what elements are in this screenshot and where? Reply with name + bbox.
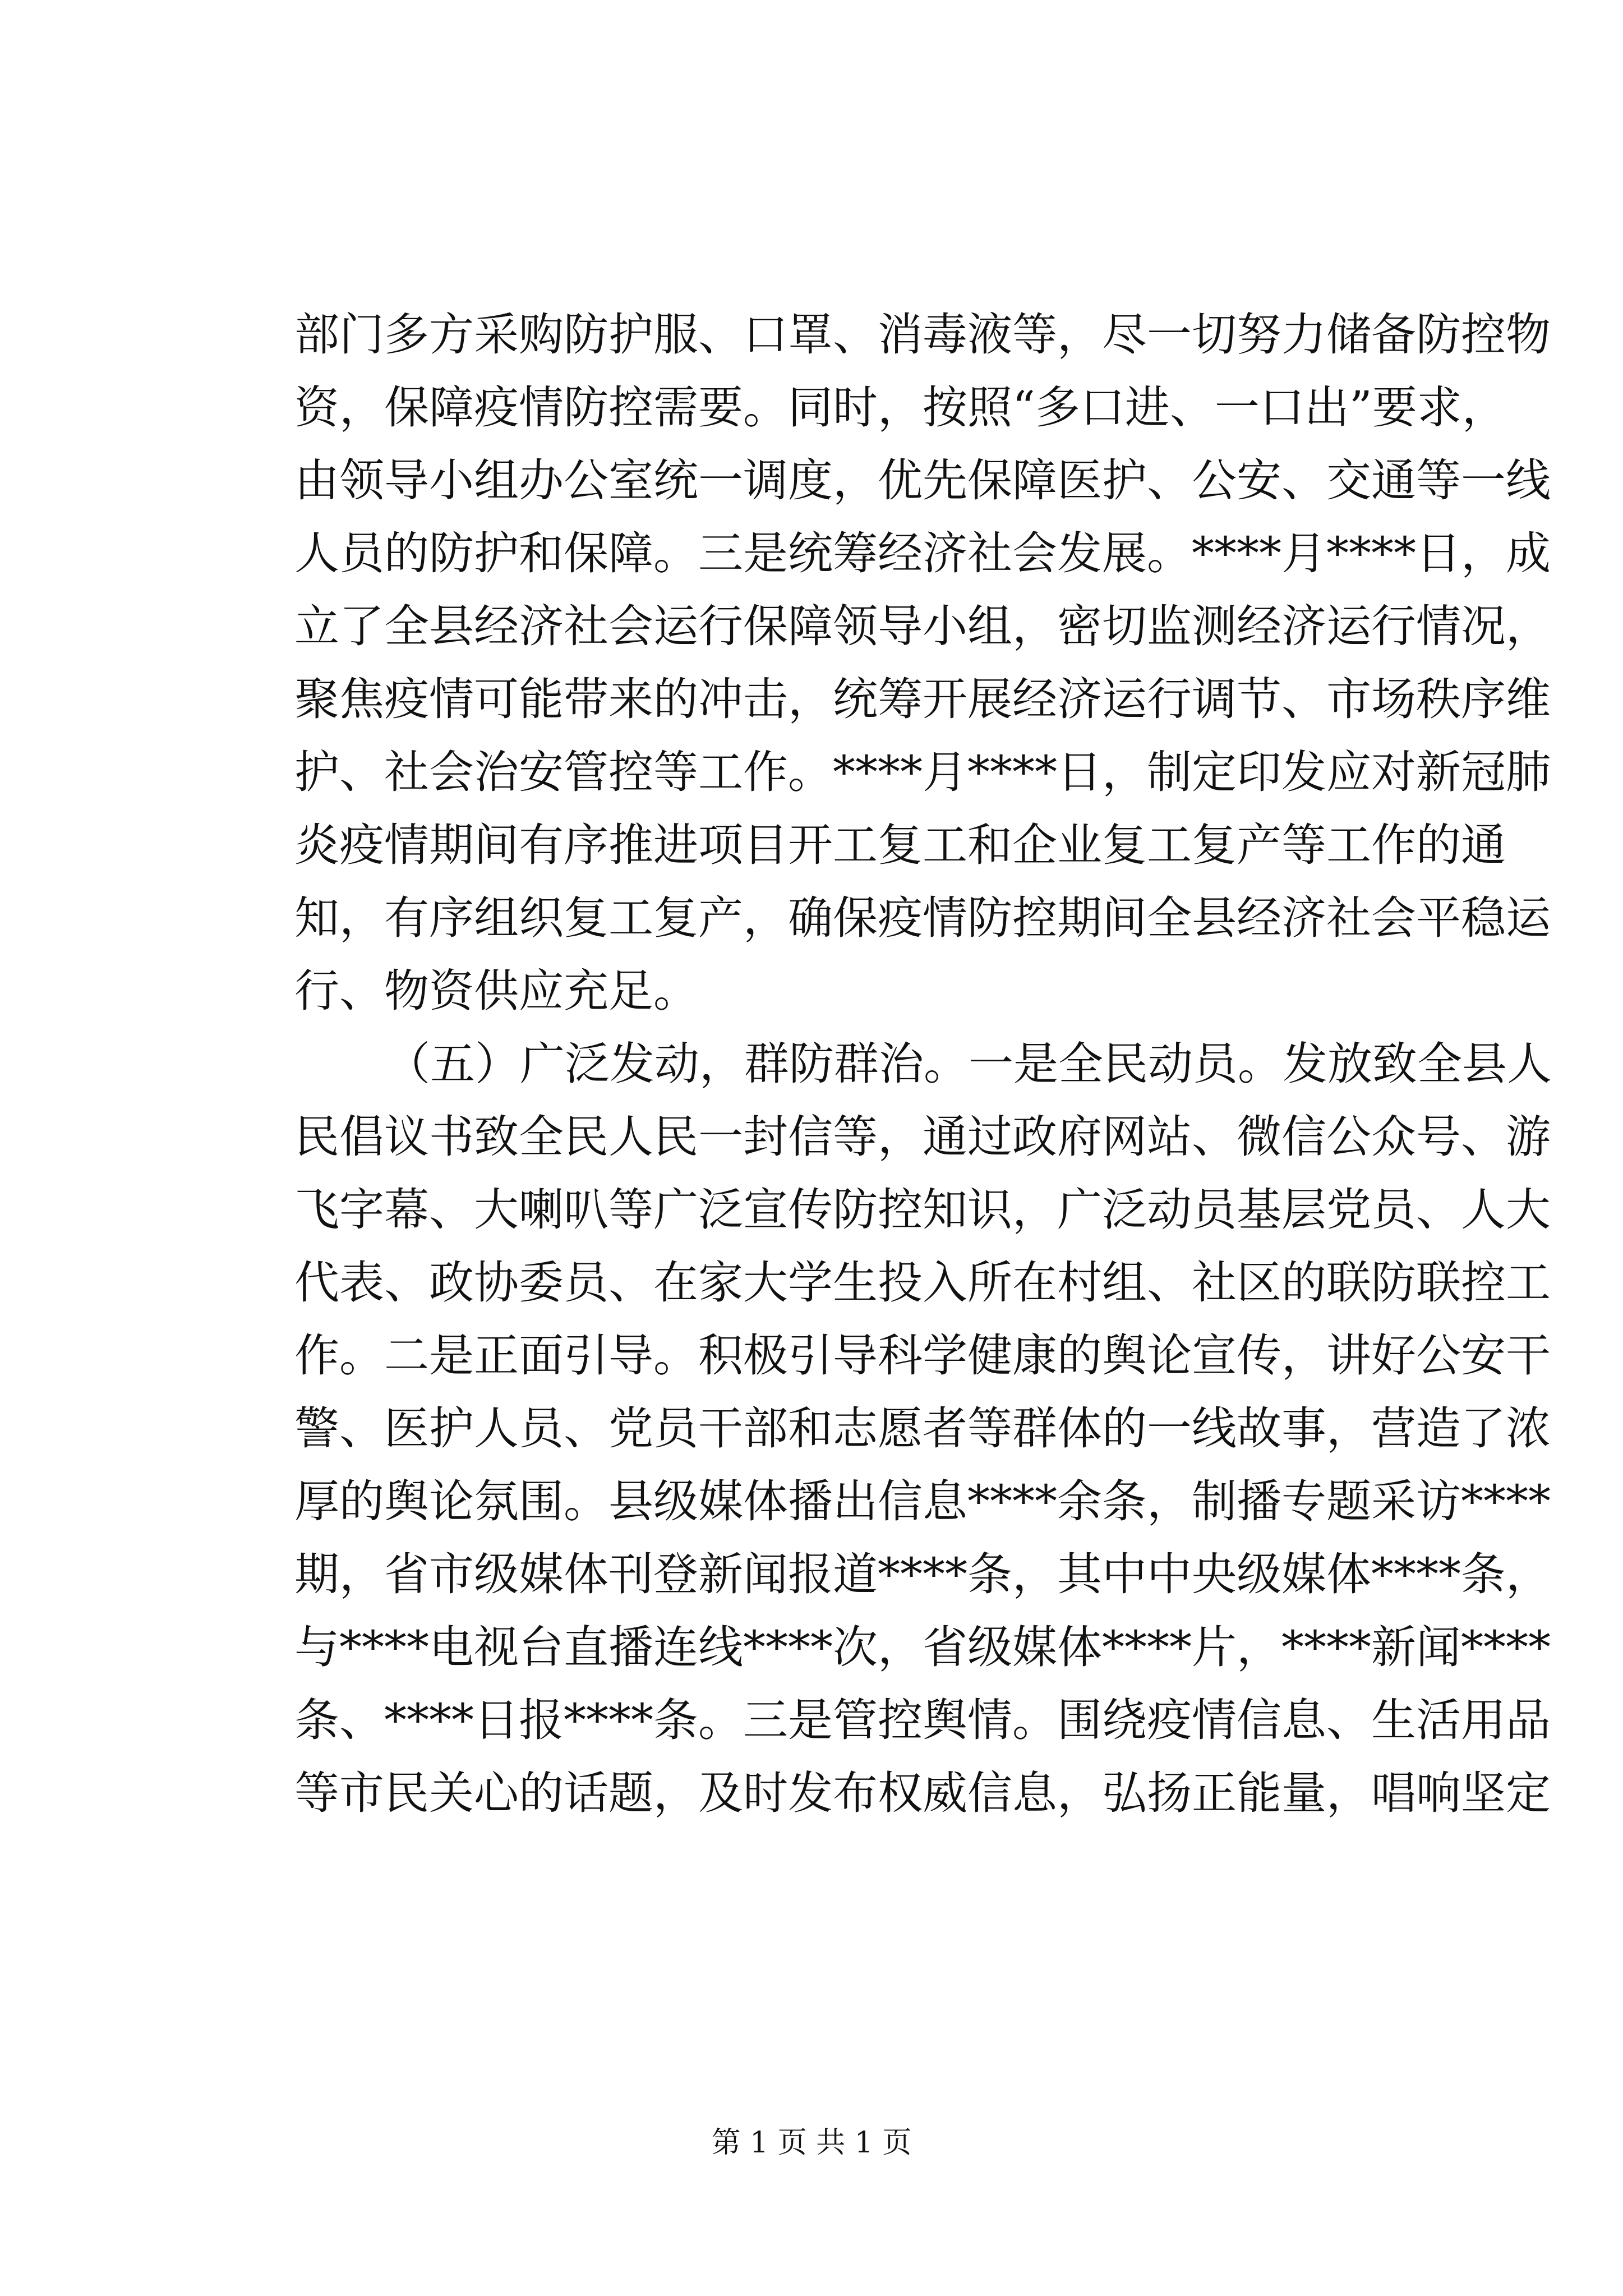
text-line: 由领导小组办公室统一调度，优先保障医护、公安、交通等一线 xyxy=(294,454,1551,507)
text-line: 等市民关心的话题，及时发布权威信息，弘扬正能量，唱响坚定 xyxy=(294,1767,1551,1819)
text-line: 民倡议书致全民人民一封信等，通过政府网站、微信公众号、游 xyxy=(294,1111,1551,1163)
text-line: 立了全县经济社会运行保障领导小组，密切监测经济运行情况， xyxy=(294,600,1551,652)
text-line: 与****电视台直播连线****次，省级媒体****片，****新闻**** xyxy=(294,1621,1551,1673)
text-line: 厚的舆论氛围。县级媒体播出信息****余条，制播专题采访**** xyxy=(294,1475,1551,1527)
text-line: 知，有序组织复工复产，确保疫情防控期间全县经济社会平稳运 xyxy=(294,892,1551,944)
paragraph-heading-line: （五）广泛发动，群防群治。一是全民动员。发放致全县人 xyxy=(385,1038,1552,1090)
text-line: 资，保障疫情防控需要。同时，按照“多口进、一口出”要求， xyxy=(294,381,1507,434)
text-line: 作。二是正面引导。积极引导科学健康的舆论宣传，讲好公安干 xyxy=(294,1329,1551,1382)
text-line: 炎疫情期间有序推进项目开工复工和企业复工复产等工作的通 xyxy=(294,819,1506,871)
text-line: 代表、政协委员、在家大学生投入所在村组、社区的联防联控工 xyxy=(294,1257,1551,1309)
text-line: 护、社会治安管控等工作。****月****日，制定印发应对新冠肺 xyxy=(294,746,1551,798)
text-line: 飞字幕、大喇叭等广泛宣传防控知识，广泛动员基层党员、人大 xyxy=(294,1184,1551,1236)
text-line: 期，省市级媒体刊登新闻报道****条，其中中央级媒体****条， xyxy=(294,1548,1551,1600)
text-line: 聚焦疫情可能带来的冲击，统筹开展经济运行调节、市场秩序维 xyxy=(294,673,1551,725)
text-line: 部门多方采购防护服、口罩、消毒液等，尽一切努力储备防控物 xyxy=(294,309,1551,361)
text-line: 条、****日报****条。三是管控舆情。围绕疫情信息、生活用品 xyxy=(294,1694,1551,1746)
text-line: 警、医护人员、党员干部和志愿者等群体的一线故事，营造了浓 xyxy=(294,1402,1551,1455)
text-line: 人员的防护和保障。三是统筹经济社会发展。****月****日，成 xyxy=(294,527,1551,579)
page-footer: 第 1 页 共 1 页 xyxy=(711,2126,912,2160)
text-line: 行、物资供应充足。 xyxy=(294,965,698,1017)
